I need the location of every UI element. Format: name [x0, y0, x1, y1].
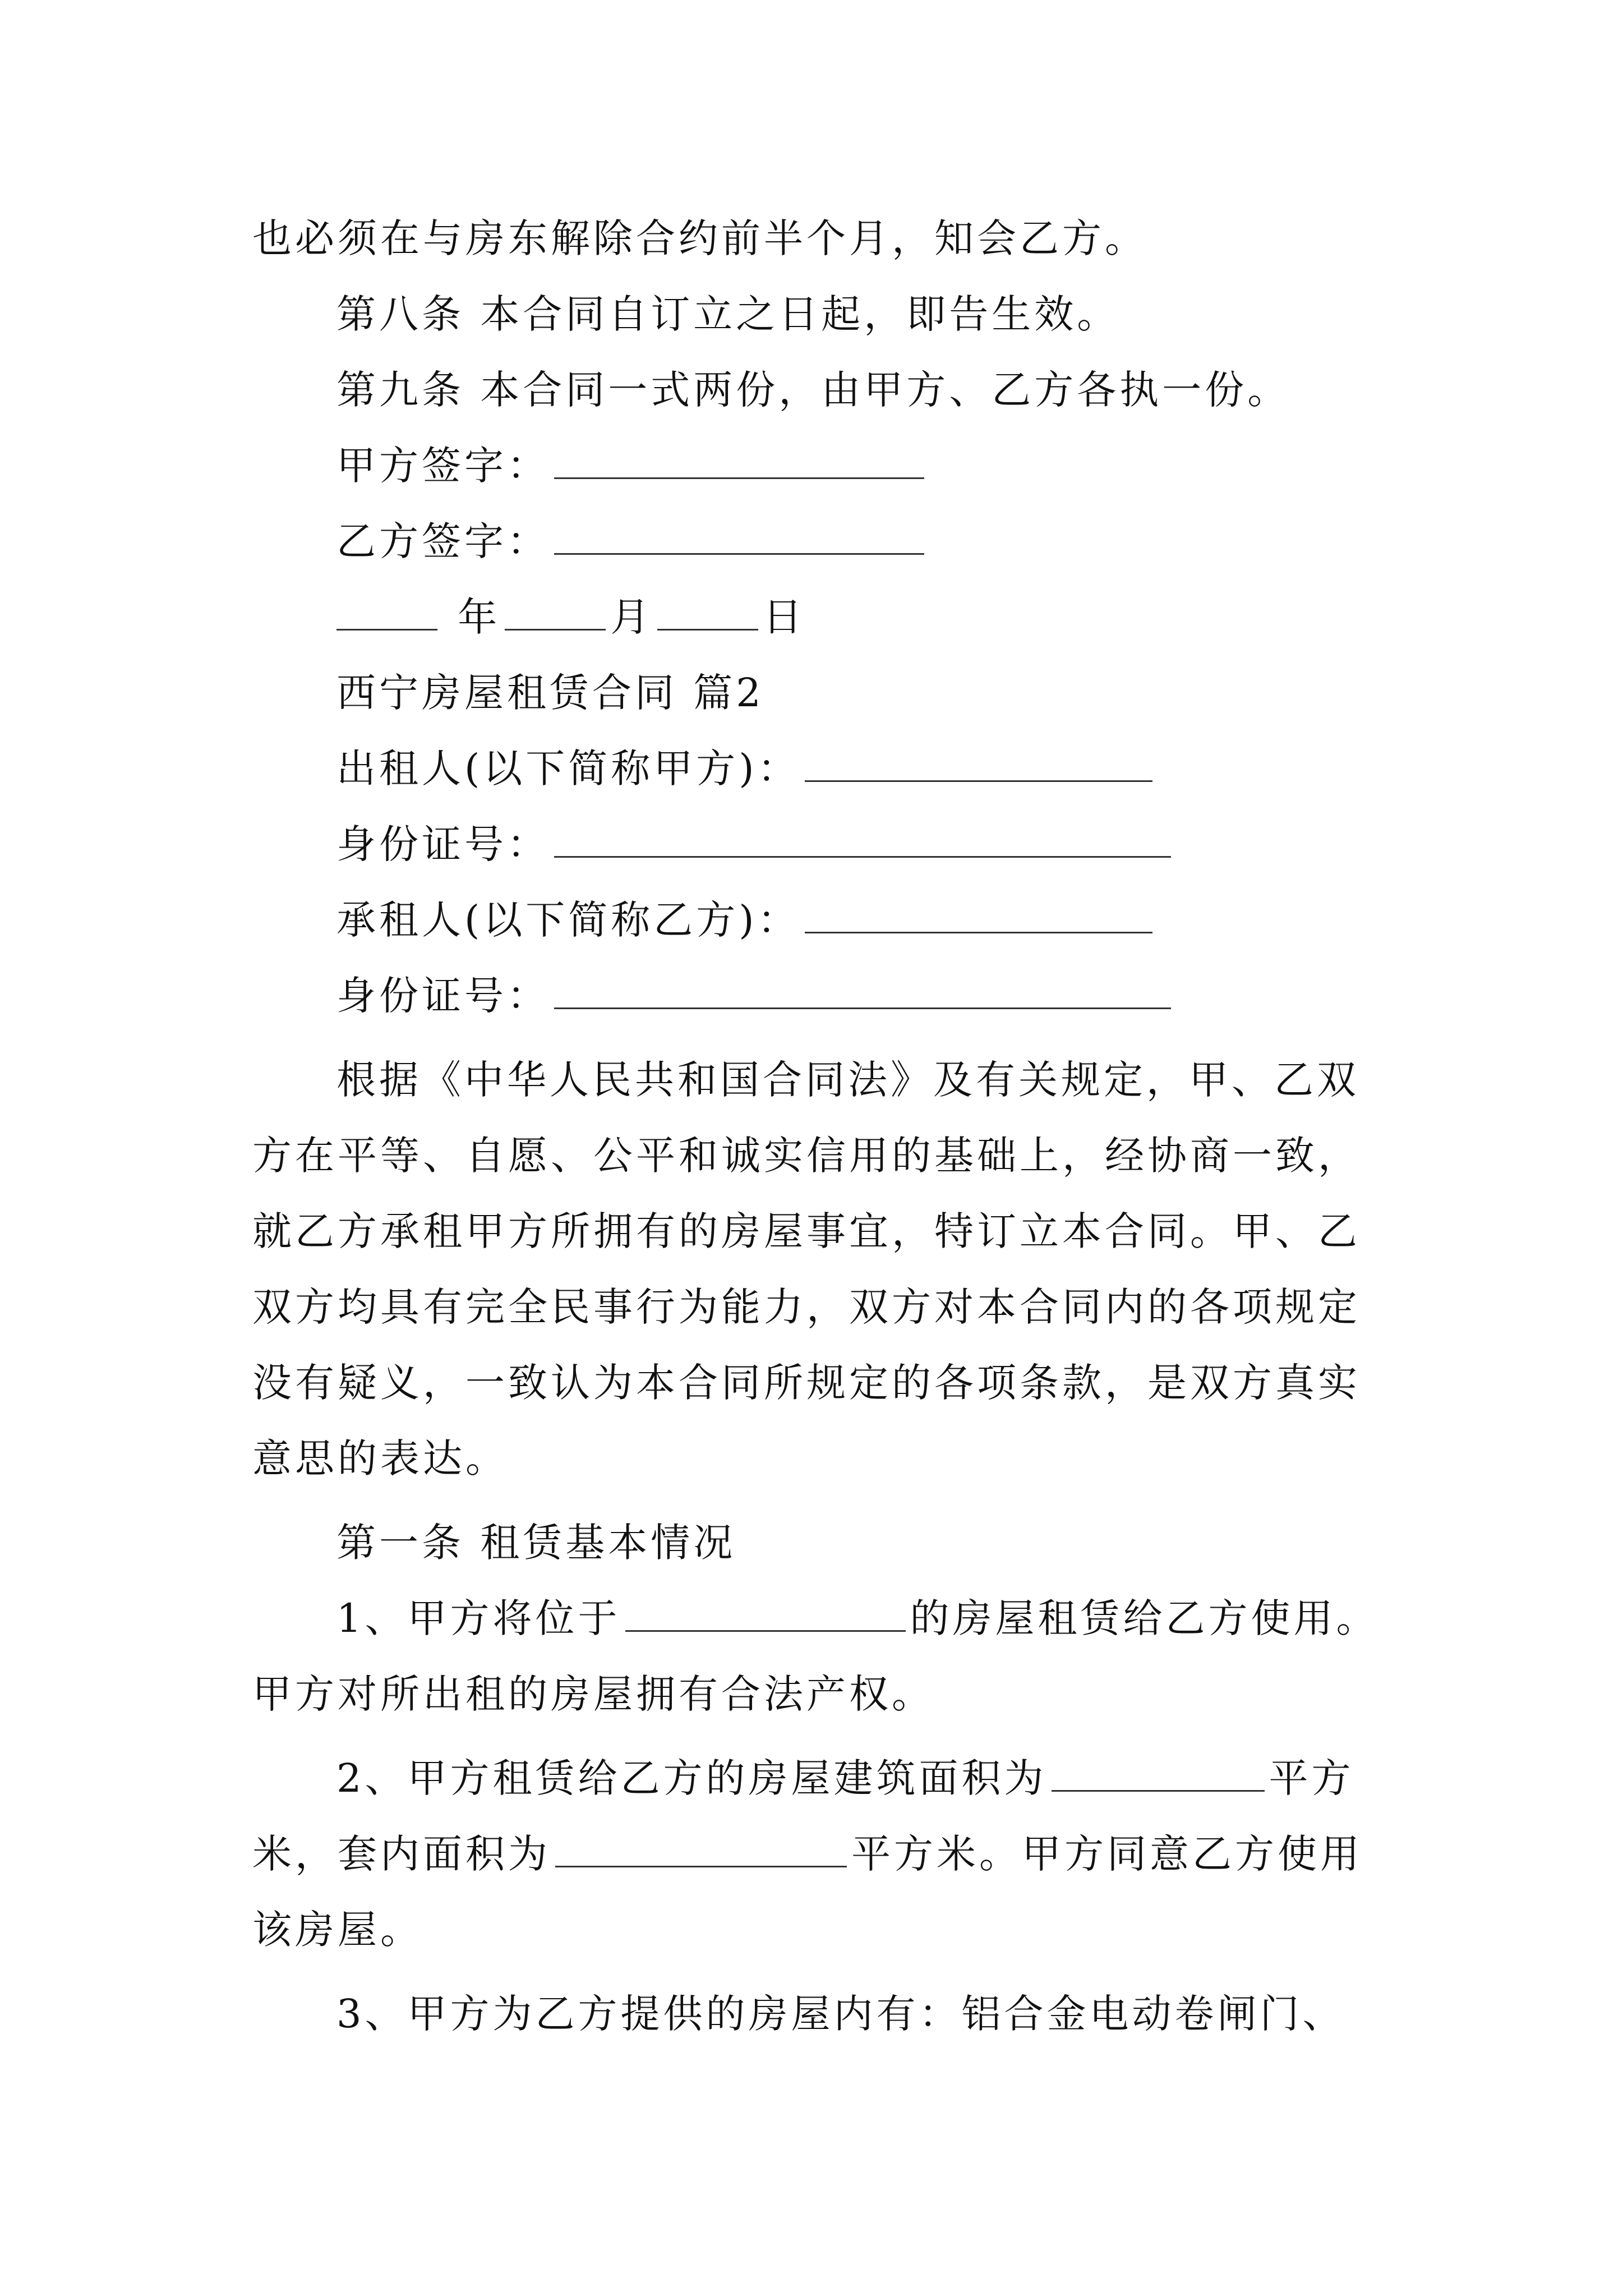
line-text: 没有疑义，一致认为本合同所规定的各项条款，是双方真实: [252, 1360, 1361, 1406]
lessor-blank[interactable]: [805, 744, 1152, 782]
clause-text: 1、甲方将位于: [336, 1595, 621, 1641]
month-blank[interactable]: [505, 593, 606, 631]
article-9: [336, 362, 1290, 418]
lessor-line: [336, 740, 1157, 797]
signature-label: 乙方签字：: [336, 518, 550, 564]
line-text: 双方均具有完全民事行为能力，双方对本合同内的各项规定: [252, 1284, 1361, 1330]
line-text: 根据《中华人民共和国合同法》及有关规定，甲、乙双: [336, 1057, 1359, 1103]
location-blank[interactable]: [625, 1594, 906, 1632]
field-label: 承租人(以下简称乙方)：: [336, 897, 800, 943]
clause-text: 平方米。甲方同意乙方使用: [851, 1831, 1363, 1877]
month-label: 月: [610, 594, 653, 640]
lessee-id-line: [336, 968, 1175, 1024]
line-text: 西宁房屋租赁合同 篇2: [336, 670, 764, 716]
lessee-blank[interactable]: [805, 896, 1152, 933]
party-b-signature: [336, 513, 929, 569]
line-text: 3、甲方为乙方提供的房屋内有：铝合金电动卷闸门、: [336, 1991, 1345, 2037]
clause-2-cont: [252, 1902, 423, 1958]
line-text: 意思的表达。: [252, 1435, 508, 1481]
field-label: 出租人(以下简称甲方)：: [336, 746, 800, 792]
day-blank[interactable]: [657, 593, 758, 631]
text-line: [252, 210, 1147, 266]
line-text: 方在平等、自愿、公平和诚实信用的基础上，经协商一致，: [252, 1133, 1361, 1179]
line-text: 第一条 租赁基本情况: [336, 1520, 736, 1566]
paragraph-line: [252, 1430, 508, 1487]
clause-text: 的房屋租赁给乙方使用。: [910, 1595, 1379, 1641]
id-blank[interactable]: [554, 972, 1171, 1009]
field-label: 身份证号：: [336, 973, 550, 1019]
year-blank[interactable]: [336, 593, 437, 631]
article-8: [336, 286, 1119, 342]
paragraph-line: [252, 1279, 1361, 1335]
paragraph-line: [336, 1052, 1359, 1108]
paragraph-line: [252, 1203, 1361, 1259]
signature-blank[interactable]: [554, 441, 924, 479]
field-label: 身份证号：: [336, 821, 550, 867]
clause-text: 2、甲方租赁给乙方的房屋建筑面积为: [336, 1755, 1047, 1801]
day-label: 日: [763, 594, 806, 640]
paragraph-line: [252, 1128, 1361, 1184]
clause-2: [336, 1750, 1354, 1806]
article-1-heading: [336, 1515, 736, 1571]
clause-3: [336, 1986, 1345, 2042]
contract-heading: [336, 665, 764, 721]
year-label: 年: [458, 594, 501, 640]
signature-blank[interactable]: [554, 517, 924, 555]
party-a-signature: [336, 438, 929, 494]
inner-area-blank[interactable]: [555, 1830, 847, 1867]
clause-text: 米，套内面积为: [252, 1831, 551, 1877]
line-text: 也必须在与房东解除合约前半个月，知会乙方。: [252, 215, 1147, 261]
line-text: 第九条 本合同一式两份，由甲方、乙方各执一份。: [336, 367, 1290, 413]
paragraph-line: [252, 1355, 1361, 1411]
date-line: [336, 589, 805, 645]
clause-2-cont: [252, 1826, 1363, 1882]
line-text: 第八条 本合同自订立之日起，即告生效。: [336, 291, 1120, 337]
line-text: 该房屋。: [252, 1907, 423, 1953]
area-blank[interactable]: [1052, 1754, 1265, 1792]
signature-label: 甲方签字：: [336, 443, 550, 489]
clause-1: [336, 1590, 1379, 1646]
line-text: 就乙方承租甲方所拥有的房屋事宜，特订立本合同。甲、乙: [252, 1208, 1361, 1254]
clause-1-cont: [252, 1666, 934, 1722]
clause-text: 平方: [1269, 1755, 1354, 1801]
line-text: 甲方对所出租的房屋拥有合法产权。: [252, 1671, 934, 1717]
lessee-line: [336, 892, 1157, 948]
lessor-id-line: [336, 816, 1175, 872]
id-blank[interactable]: [554, 820, 1171, 858]
